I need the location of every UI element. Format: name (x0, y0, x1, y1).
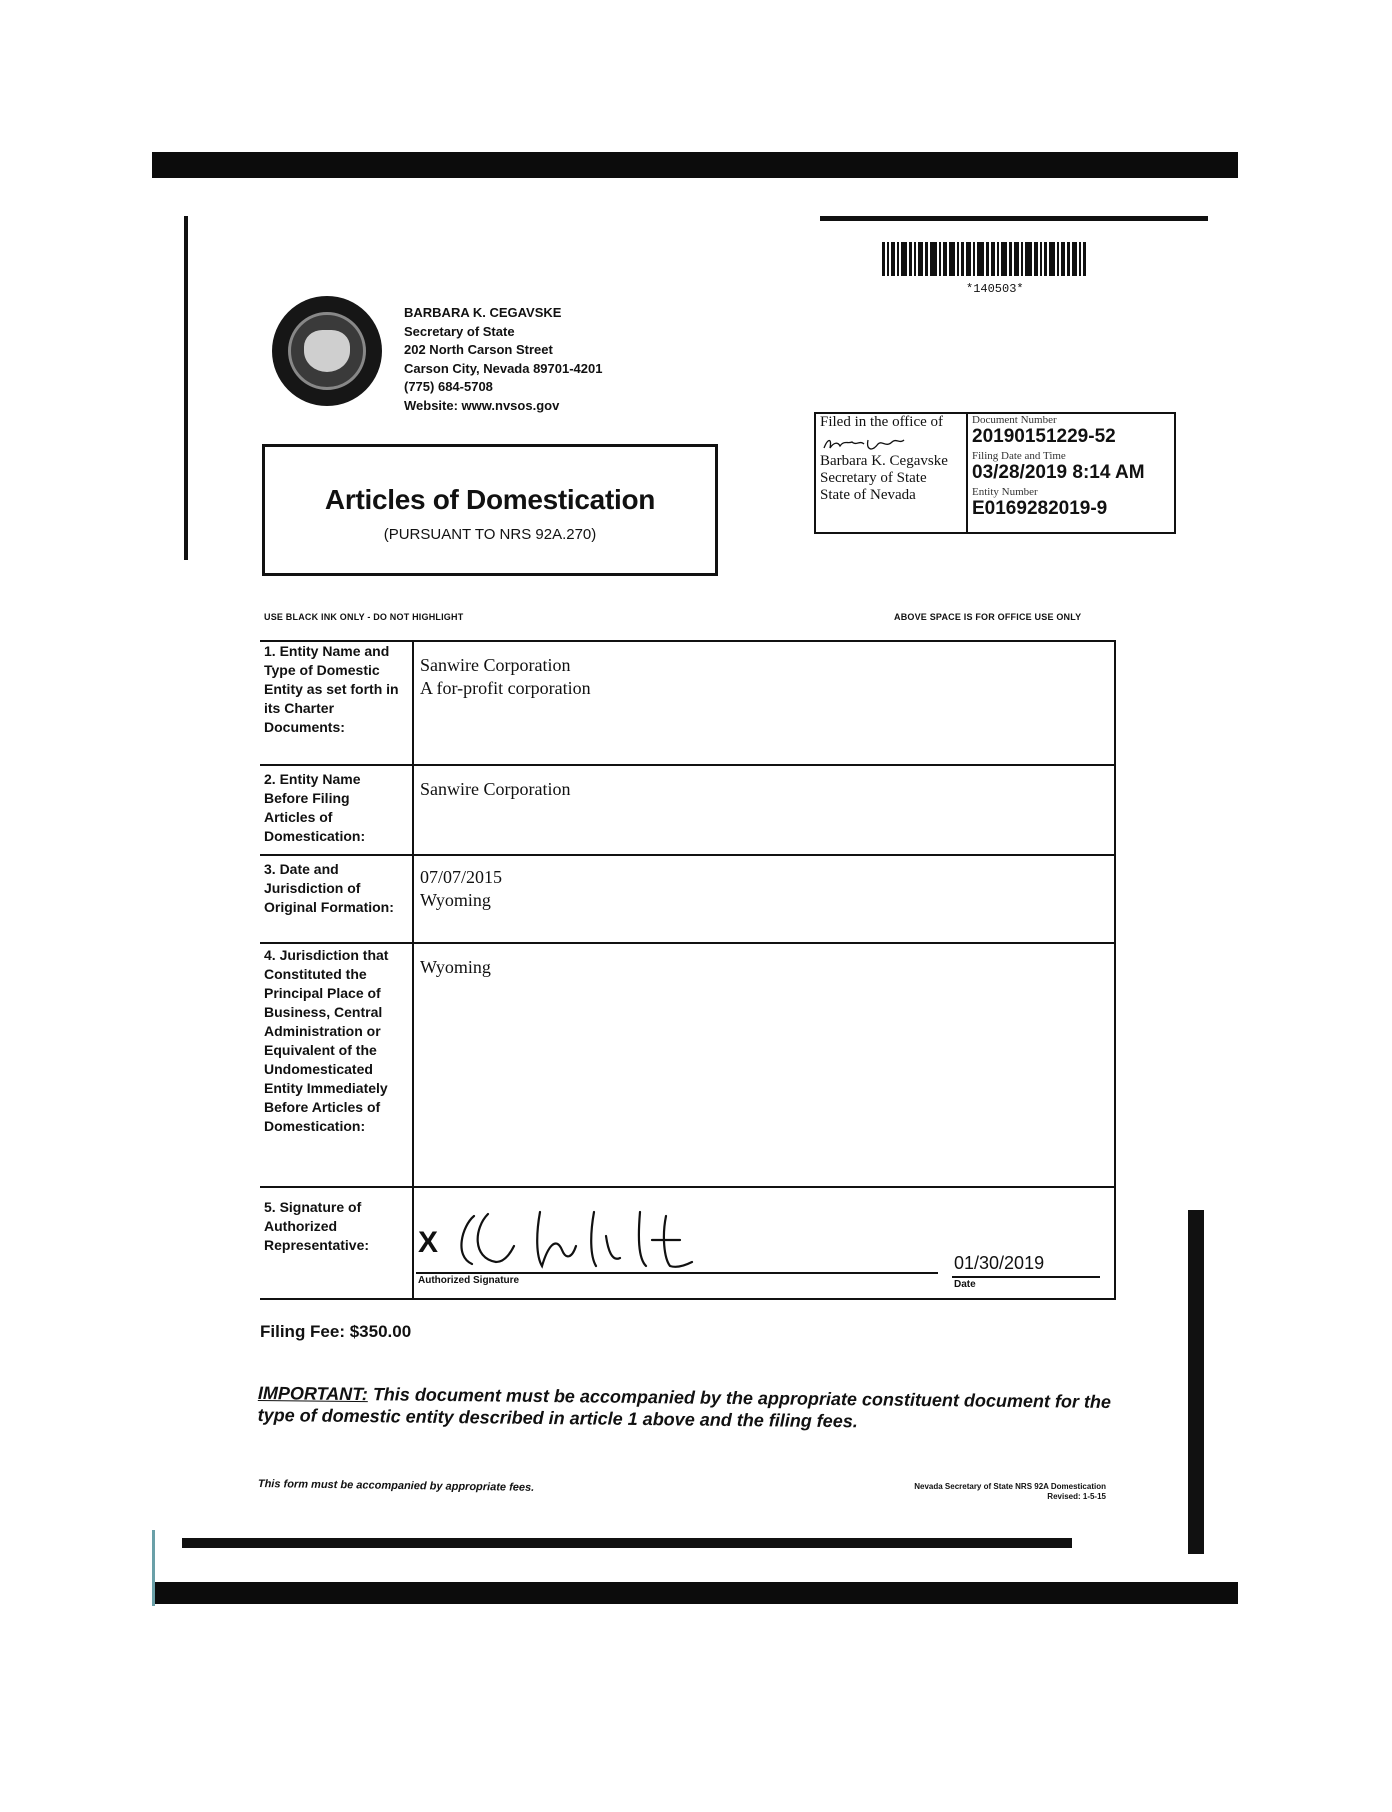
document-number-label: Document Number (972, 414, 1057, 426)
footer-revised: Revised: 1-5-15 (1047, 1492, 1106, 1501)
footer-form-name: Nevada Secretary of State NRS 92A Domestication (914, 1482, 1106, 1491)
barcode-icon (882, 242, 1120, 276)
officer-name: BARBARA K. CEGAVSKE (404, 305, 562, 320)
signature-label: 5. Signature of Authorized Representative: (264, 1199, 370, 1253)
scan-border-top (152, 152, 1238, 178)
entity-number-label: Entity Number (972, 486, 1038, 498)
page-edge-right (1188, 1210, 1204, 1554)
document-number: 20190151229-52 (972, 426, 1116, 447)
filing-datetime: 03/28/2019 8:14 AM (972, 462, 1145, 483)
filing-fee: Filing Fee: $350.00 (260, 1322, 412, 1341)
footer-form-id (852, 1482, 1106, 1502)
office-address-1: 202 North Carson Street (404, 342, 553, 357)
office-header (404, 304, 602, 415)
page-edge-top (820, 216, 1208, 221)
office-phone: (775) 684-5708 (404, 379, 493, 394)
seal-center (304, 330, 350, 372)
date-line (952, 1276, 1100, 1278)
filing-office-block (820, 414, 948, 504)
important-lead: IMPORTANT: (257, 1383, 368, 1405)
filing-details (972, 414, 1145, 520)
page-title: Articles of Domestication (324, 484, 656, 515)
office-website: Website: www.nvsos.gov (404, 397, 560, 413)
prior-name-label: 2. Entity Name Before Filing Articles of Domestication: (264, 771, 366, 844)
important-notice (258, 1382, 1118, 1435)
signature-x-mark: X (418, 1226, 439, 1259)
authorized-signature-icon (444, 1206, 714, 1276)
officer-role: Secretary of State (404, 323, 515, 339)
form-row-entity-type (260, 640, 1116, 764)
domestication-form (260, 640, 1116, 1300)
filing-state: State of Nevada (820, 487, 916, 503)
formation-jurisdiction-value: Wyoming (420, 890, 491, 910)
date-caption: Date (954, 1279, 976, 1290)
principal-place-value: Wyoming (420, 957, 491, 977)
page-edge-bottom (182, 1538, 1072, 1548)
form-row-formation (260, 856, 1116, 942)
principal-place-label: 4. Jurisdiction that Constituted the Principal Place of Business, Central Administration or Equivalent of the Undomesticated Entity Immediately Before Articles of Domestication: (264, 947, 389, 1134)
signature-line (416, 1272, 938, 1274)
entity-name-value: Sanwire Corporation (420, 655, 571, 675)
important-text: This document must be accompanied by the appropriate constituent document for the type of domestic entity described in article 1 above and the filing fees. (257, 1384, 1112, 1432)
row-divider (260, 1298, 1116, 1300)
barcode-number: *140503* (966, 282, 1024, 296)
filing-datetime-label: Filing Date and Time (972, 450, 1066, 462)
formation-label: 3. Date and Jurisdiction of Original Formation: (264, 861, 394, 915)
footer-fee-note: This form must be accompanied by appropriate fees. (257, 1478, 535, 1494)
table-right-edge (1114, 640, 1116, 1300)
entity-type-label: 1. Entity Name and Type of Domestic Entity as set forth in its Charter Documents: (264, 643, 399, 735)
office-use-notice: ABOVE SPACE IS FOR OFFICE USE ONLY (894, 612, 1082, 622)
filed-in-office: Filed in the office of (820, 414, 944, 430)
ink-notice: USE BLACK INK ONLY - DO NOT HIGHLIGHT (264, 612, 464, 622)
page-edge-left (184, 216, 188, 560)
filing-officer-role: Secretary of State (820, 470, 927, 486)
office-address-2: Carson City, Nevada 89701-4201 (404, 360, 603, 376)
scan-border-bottom (152, 1582, 1238, 1604)
filing-stamp-divider (966, 412, 968, 534)
form-row-principal-place (260, 944, 1116, 1184)
entity-number: E0169282019-9 (972, 498, 1108, 519)
signature-date: 01/30/2019 (954, 1253, 1045, 1273)
column-divider (412, 640, 414, 1298)
signature-caption: Authorized Signature (418, 1275, 520, 1286)
officer-signature-icon (822, 430, 906, 458)
page-subtitle: (PURSUANT TO NRS 92A.270) (383, 526, 597, 543)
entity-type-value: A for-profit corporation (420, 678, 591, 698)
scan-edge-artifact (152, 1530, 155, 1606)
filing-officer-name: Barbara K. Cegavske (820, 453, 948, 469)
prior-name-value: Sanwire Corporation (420, 779, 571, 799)
formation-date-value: 07/07/2015 (420, 867, 503, 887)
form-row-prior-name (260, 766, 1116, 854)
